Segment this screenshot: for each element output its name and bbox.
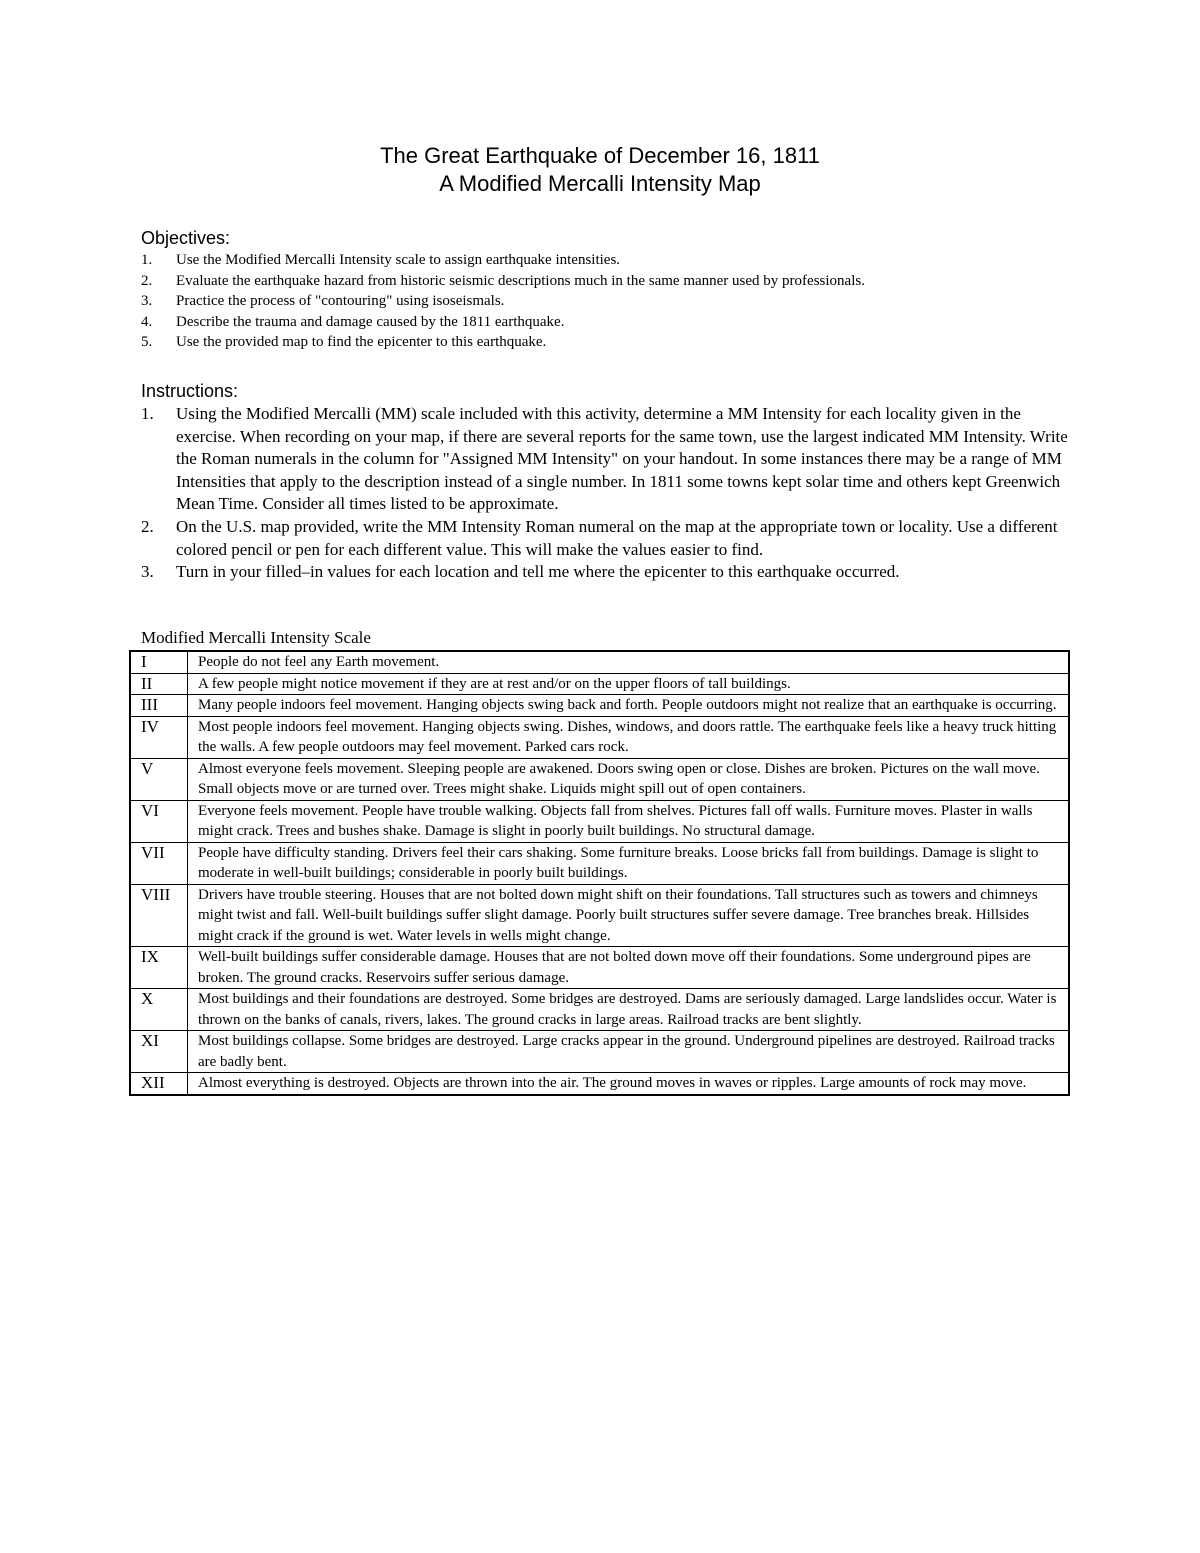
table-row (130, 673, 1069, 695)
intensity-description: Well-built buildings suffer considerable damage. Houses that are not bolted down move off their foundations. Some underground pipes are broken. The ground cracks. Reservoirs suffer serious damage. (188, 947, 1070, 989)
intensity-level: III (130, 695, 188, 717)
intensity-description: People have difficulty standing. Drivers feel their cars shaking. Some furniture breaks. Loose bricks fall from buildings. Damage is slight to moderate in well-built buildings; considerable in poorly built buildings. (188, 842, 1070, 884)
instruction-number: 2. (141, 516, 154, 536)
intensity-level: IX (130, 947, 188, 989)
objective-text: Practice the process of "contouring" using isoseismals. (176, 293, 505, 310)
instruction-text: Using the Modified Mercalli (MM) scale included with this activity, determine a MM Intensity for each locality given in the exercise. When recording on your map, if there are several reports for the same town, use the largest indicated MM Intensity. Write the Roman numerals in the column for "Assigned MM Intensity" on your handout. In some instances there may be a range of MM Intensities that apply to the description instead of a single number. In 1811 some towns kept solar time and others kept Greenwich Mean Time. Consider all times listed to be approximate. (176, 404, 1068, 514)
instruction-item (141, 561, 1071, 584)
intensity-level: V (130, 758, 188, 800)
objective-number: 4. (141, 313, 153, 330)
objective-text: Use the Modified Mercalli Intensity scale to assign earthquake intensities. (176, 252, 621, 268)
objective-item (141, 271, 1061, 292)
document-subtitle: A Modified Mercalli Intensity Map (439, 171, 761, 196)
objective-text: Use the provided map to find the epicenter to this earthquake. (176, 334, 547, 351)
objective-item (141, 332, 1061, 353)
table-row (130, 1031, 1069, 1073)
scale-caption: Modified Mercalli Intensity Scale (141, 628, 371, 647)
objective-item (141, 291, 1061, 312)
intensity-level: II (130, 673, 188, 695)
intensity-description: Most buildings collapse. Some bridges are destroyed. Large cracks appear in the ground. Underground pipelines are destroyed. Railroad tracks are badly bent. (188, 1031, 1070, 1073)
objectives-heading: Objectives: (141, 228, 231, 248)
instruction-text: On the U.S. map provided, write the MM Intensity Roman numeral on the map at the appropriate town or locality. Use a different colored pencil or pen for each different value. This will make the values easier to find. (176, 516, 1058, 559)
objectives-list (141, 250, 1061, 353)
intensity-description: People do not feel any Earth movement. (188, 651, 1070, 673)
instruction-number: 3. (141, 562, 154, 582)
intensity-description: A few people might notice movement if they are at rest and/or on the upper floors of tall buildings. (188, 673, 1070, 695)
objective-number: 3. (141, 293, 153, 310)
document-title: The Great Earthquake of December 16, 1811 (380, 143, 820, 168)
objective-number: 5. (141, 334, 153, 351)
objective-number: 2. (141, 272, 153, 289)
table-row (130, 651, 1069, 673)
table-row (130, 800, 1069, 842)
table-row (130, 947, 1069, 989)
table-row (130, 842, 1069, 884)
intensity-description: Most buildings and their foundations are destroyed. Some bridges are destroyed. Dams are seriously damaged. Large landslides occur. Water is thrown on the banks of canals, rivers, lakes. The ground cracks in large areas. Railroad tracks are bent slightly. (188, 989, 1070, 1031)
instructions-list (141, 403, 1071, 584)
intensity-level: XI (130, 1031, 188, 1073)
table-row (130, 1073, 1069, 1095)
table-row (130, 758, 1069, 800)
intensity-level: VIII (130, 884, 188, 947)
instruction-item (141, 516, 1071, 561)
table-row (130, 884, 1069, 947)
intensity-level: IV (130, 716, 188, 758)
instruction-number: 1. (141, 404, 154, 423)
intensity-level: XII (130, 1073, 188, 1095)
intensity-description: Drivers have trouble steering. Houses that are not bolted down might shift on their foundations. Tall structures such as towers and chimneys might twist and fall. Well-built buildings suffer slight damage. Poorly built structures suffer severe damage. Tree branches break. Hillsides might crack if the ground is wet. Water levels in wells might change. (188, 884, 1070, 947)
table-row (130, 695, 1069, 717)
intensity-level: I (130, 651, 188, 673)
mercalli-scale-table (129, 650, 1070, 1096)
objective-number: 1. (141, 252, 153, 268)
instruction-text: Turn in your filled–in values for each location and tell me where the epicenter to this earthquake occurred. (176, 562, 900, 582)
intensity-description: Most people indoors feel movement. Hanging objects swing. Dishes, windows, and doors rattle. The earthquake feels like a heavy truck hitting the walls. A few people outdoors may feel movement. Parked cars rock. (188, 716, 1070, 758)
intensity-description: Many people indoors feel movement. Hanging objects swing back and forth. People outdoors might not realize that an earthquake is occurring. (188, 695, 1070, 717)
instructions-heading: Instructions: (141, 381, 239, 401)
intensity-level: X (130, 989, 188, 1031)
intensity-description: Almost everything is destroyed. Objects are thrown into the air. The ground moves in waves or ripples. Large amounts of rock may move. (188, 1073, 1070, 1095)
objective-item (141, 312, 1061, 333)
table-row (130, 716, 1069, 758)
objective-text: Describe the trauma and damage caused by the 1811 earthquake. (176, 313, 565, 330)
intensity-description: Almost everyone feels movement. Sleeping people are awakened. Doors swing open or close. Dishes are broken. Pictures on the wall move. Small objects move or are turned over. Trees might shake. Liquids might spill out of open containers. (188, 758, 1070, 800)
objective-text: Evaluate the earthquake hazard from historic seismic descriptions much in the same manner used by professionals. (176, 272, 865, 289)
objective-item (141, 250, 1061, 271)
intensity-level: VII (130, 842, 188, 884)
table-row (130, 989, 1069, 1031)
instruction-item (141, 403, 1071, 516)
intensity-level: VI (130, 800, 188, 842)
intensity-description: Everyone feels movement. People have trouble walking. Objects fall from shelves. Pictures fall off walls. Furniture moves. Plaster in walls might crack. Trees and bushes shake. Damage is slight in poorly built buildings. No structural damage. (188, 800, 1070, 842)
